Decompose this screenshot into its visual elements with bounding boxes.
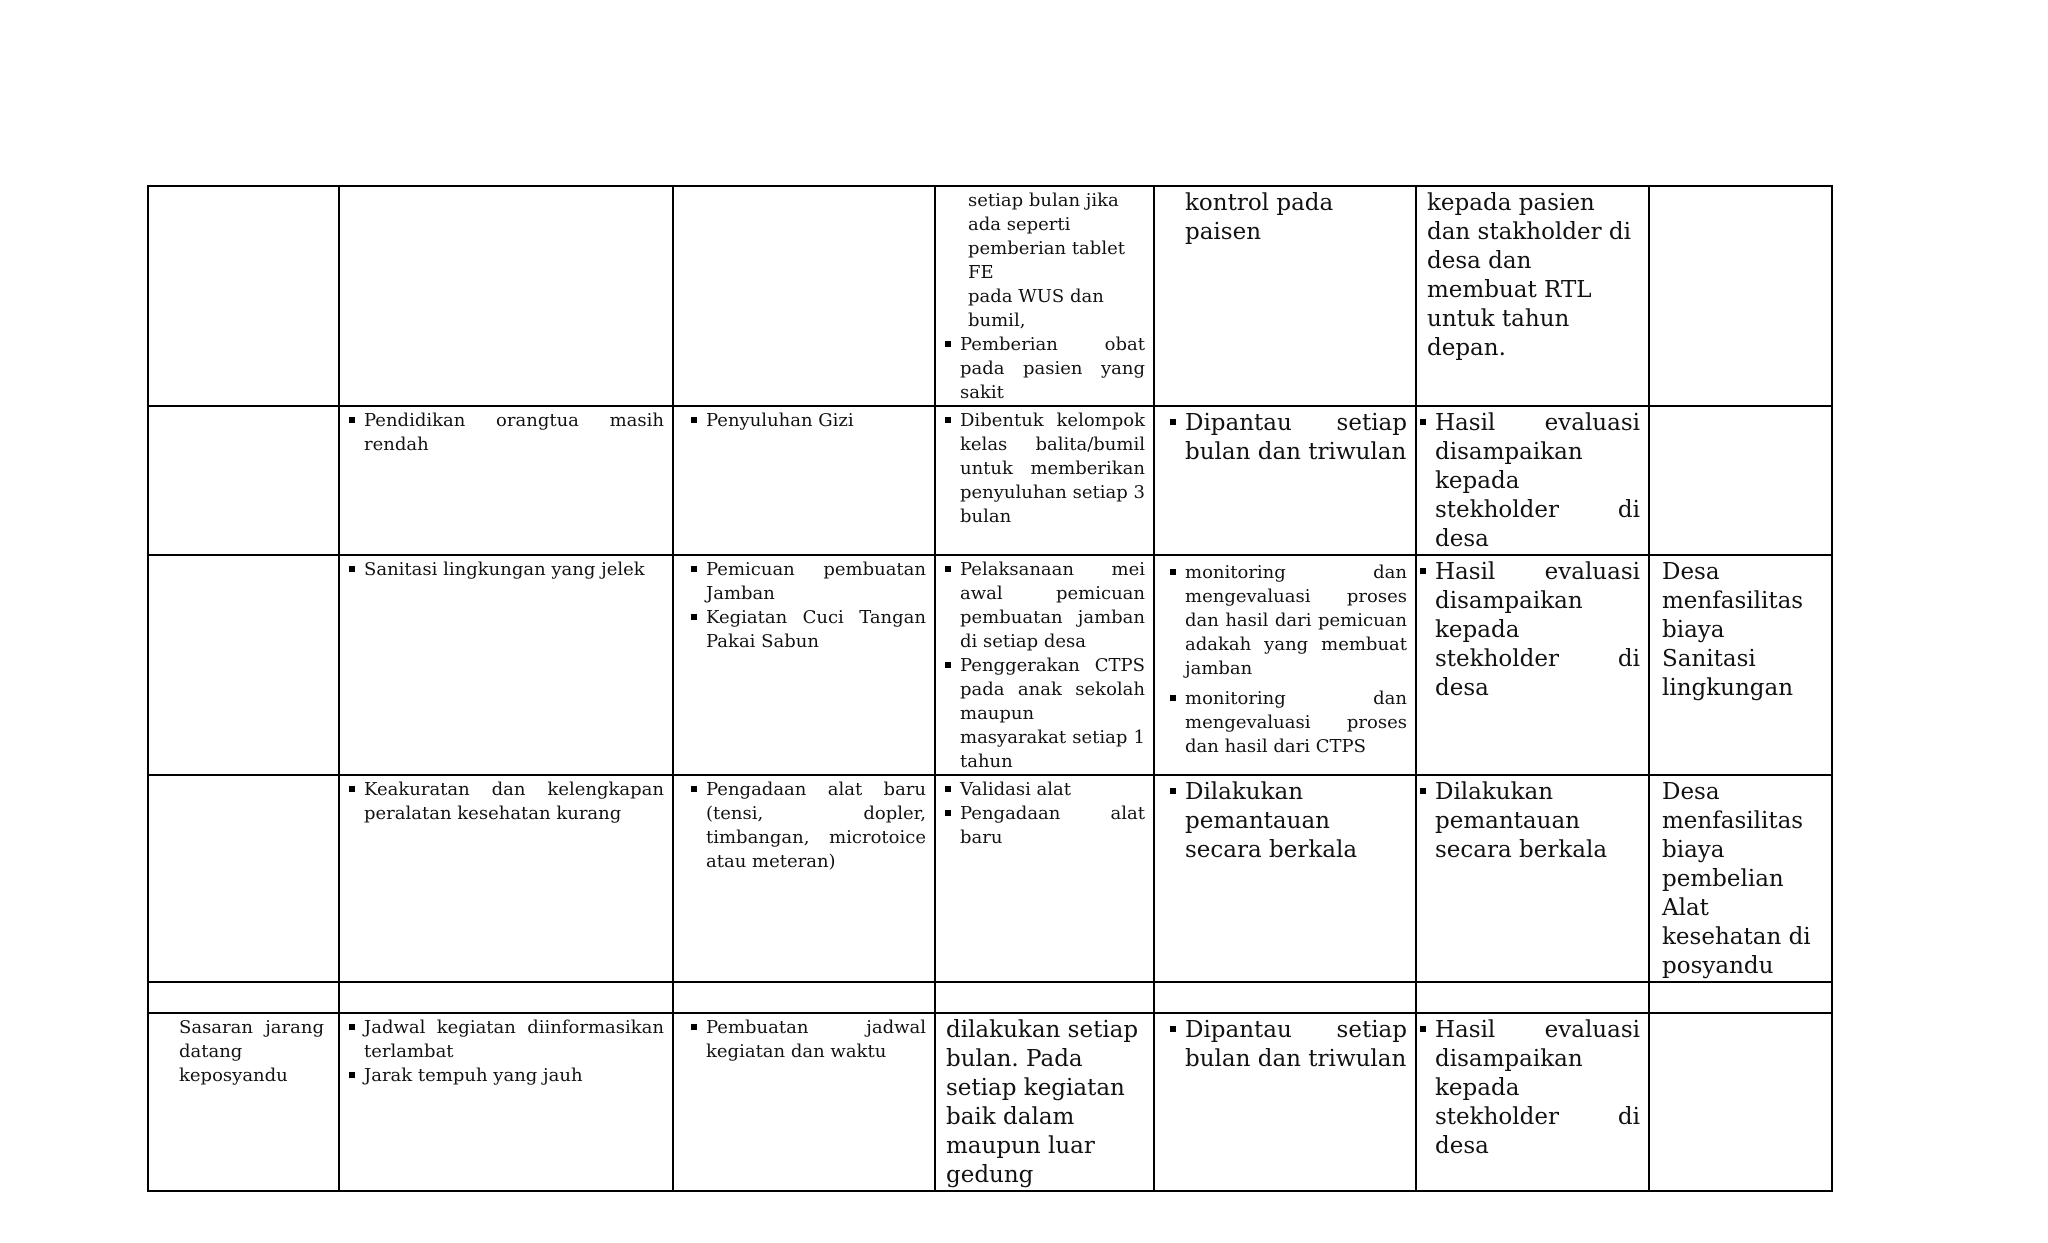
- bullet-list: [682, 558, 926, 654]
- table-row: [148, 555, 1832, 775]
- list-item: Hasil evaluasi disampaikan kepada stekholder di desa: [1419, 558, 1640, 703]
- table-row: [148, 775, 1832, 982]
- cell-kegiatan: [673, 406, 935, 555]
- continuation-text: kepada pasien dan stakholder di desa dan membuat RTL untuk tahun depan.: [1427, 190, 1631, 361]
- cell-sasaran: [148, 1013, 339, 1191]
- cell-pembiayaan: [1649, 555, 1832, 775]
- target-text: Sasaran jarang datang keposyandu: [179, 1017, 324, 1086]
- empty-cell: [339, 982, 673, 1013]
- action-plan-table: [147, 185, 1833, 1192]
- list-item: Hasil evaluasi disampaikan kepada stekholder di desa: [1419, 1016, 1640, 1161]
- list-item: Pengadaan alat baru: [944, 802, 1145, 850]
- list-item: Pendidikan orangtua masih rendah: [348, 409, 664, 457]
- empty-cell: [1649, 982, 1832, 1013]
- empty-cell: [673, 982, 935, 1013]
- bullet-list: [1163, 409, 1407, 467]
- list-item: Pemicuan pembuatan Jamban: [690, 558, 926, 606]
- cell-kegiatan: [673, 186, 935, 406]
- cell-kegiatan: [673, 1013, 935, 1191]
- bullet-list: [1163, 558, 1407, 759]
- cell-pembiayaan: [1649, 1013, 1832, 1191]
- list-item: Pembuatan jadwal kegiatan dan waktu: [690, 1016, 926, 1064]
- table-row: [148, 186, 1832, 406]
- list-item: Dilakukan pemantauan secara berkala: [1169, 778, 1407, 865]
- list-item: Pengadaan alat baru (tensi, dopler, timbangan, microtoice atau meteran): [690, 778, 926, 874]
- table-row: [148, 406, 1832, 555]
- list-item: Dipantau setiap bulan dan triwulan: [1169, 409, 1407, 467]
- cell-kegiatan: [673, 555, 935, 775]
- bullet-list: [1419, 1016, 1640, 1161]
- bullet-list: [682, 409, 926, 433]
- list-item: Validasi alat: [944, 778, 1145, 802]
- bullet-list: [944, 778, 1145, 850]
- cell-monitoring: [1154, 186, 1416, 406]
- cell-pelaksanaan: [935, 1013, 1154, 1191]
- implementation-text: dilakukan setiap bulan. Pada setiap kegiatan baik dalam maupun luar gedung: [946, 1017, 1139, 1188]
- bullet-list: [348, 1016, 664, 1088]
- cell-pelaksanaan: [935, 555, 1154, 775]
- bullet-list: [682, 778, 926, 874]
- list-item: Dilakukan pemantauan secara berkala: [1419, 778, 1640, 865]
- cell-monitoring: [1154, 1013, 1416, 1191]
- cell-sasaran: [148, 555, 339, 775]
- bullet-list: [944, 409, 1145, 529]
- financing-text: Desa menfasilitas biaya Sanitasi lingkungan: [1662, 559, 1804, 701]
- cell-sasaran: [148, 406, 339, 555]
- bullet-list: [1419, 558, 1640, 703]
- cell-pembiayaan: [1649, 186, 1832, 406]
- bullet-list: [348, 778, 664, 826]
- empty-cell: [1154, 982, 1416, 1013]
- list-item: Sanitasi lingkungan yang jelek: [348, 558, 664, 582]
- list-item: Keakuratan dan kelengkapan peralatan kesehatan kurang: [348, 778, 664, 826]
- bullet-list: [1419, 778, 1640, 865]
- bullet-list: [682, 1016, 926, 1064]
- continuation-text: kontrol pada paisen: [1185, 190, 1334, 245]
- continuation-text: setiap bulan jika ada seperti pemberian tablet FE pada WUS dan bumil,: [968, 190, 1125, 331]
- cell-penyebab: [339, 555, 673, 775]
- cell-pelaksanaan: [935, 775, 1154, 982]
- list-item: Jarak tempuh yang jauh: [348, 1064, 664, 1088]
- bullet-list: [1419, 409, 1640, 554]
- cell-evaluasi: [1416, 406, 1649, 555]
- empty-cell: [148, 982, 339, 1013]
- cell-evaluasi: [1416, 1013, 1649, 1191]
- list-item: Dipantau setiap bulan dan triwulan: [1169, 1016, 1407, 1074]
- list-item: Pelaksanaan mei awal pemicuan pembuatan jamban di setiap desa: [944, 558, 1145, 654]
- list-item: Hasil evaluasi disampaikan kepada stekholder di desa: [1419, 409, 1640, 554]
- bullet-list: [1163, 1016, 1407, 1074]
- bullet-list: [944, 333, 1145, 405]
- cell-penyebab: [339, 406, 673, 555]
- cell-sasaran: [148, 186, 339, 406]
- bullet-list: [944, 558, 1145, 774]
- empty-cell: [1416, 982, 1649, 1013]
- cell-penyebab: [339, 1013, 673, 1191]
- list-item: Jadwal kegiatan diinformasikan terlambat: [348, 1016, 664, 1064]
- cell-monitoring: [1154, 775, 1416, 982]
- cell-monitoring: [1154, 406, 1416, 555]
- list-item: Dibentuk kelompok kelas balita/bumil untuk memberikan penyuluhan setiap 3 bulan: [944, 409, 1145, 529]
- bullet-list: [1163, 778, 1407, 865]
- cell-evaluasi: [1416, 186, 1649, 406]
- bullet-list: [348, 409, 664, 457]
- empty-cell: [935, 982, 1154, 1013]
- list-item: monitoring dan mengevaluasi proses dan hasil dari pemicuan adakah yang membuat jamban: [1169, 561, 1407, 681]
- list-item: Penyuluhan Gizi: [690, 409, 926, 433]
- cell-penyebab: [339, 775, 673, 982]
- table-row: [148, 982, 1832, 1013]
- cell-pembiayaan: [1649, 406, 1832, 555]
- cell-kegiatan: [673, 775, 935, 982]
- list-item: monitoring dan mengevaluasi proses dan hasil dari CTPS: [1169, 687, 1407, 759]
- list-item: Pemberian obat pada pasien yang sakit: [944, 333, 1145, 405]
- cell-evaluasi: [1416, 555, 1649, 775]
- cell-pembiayaan: [1649, 775, 1832, 982]
- cell-sasaran: [148, 775, 339, 982]
- financing-text: Desa menfasilitas biaya pembelian Alat kesehatan di posyandu: [1662, 779, 1811, 979]
- list-item: Kegiatan Cuci Tangan Pakai Sabun: [690, 606, 926, 654]
- list-item: Penggerakan CTPS pada anak sekolah maupun masyarakat setiap 1 tahun: [944, 654, 1145, 774]
- cell-monitoring: [1154, 555, 1416, 775]
- table-row: [148, 1013, 1832, 1191]
- cell-penyebab: [339, 186, 673, 406]
- bullet-list: [348, 558, 664, 582]
- cell-evaluasi: [1416, 775, 1649, 982]
- cell-pelaksanaan: [935, 406, 1154, 555]
- cell-pelaksanaan: [935, 186, 1154, 406]
